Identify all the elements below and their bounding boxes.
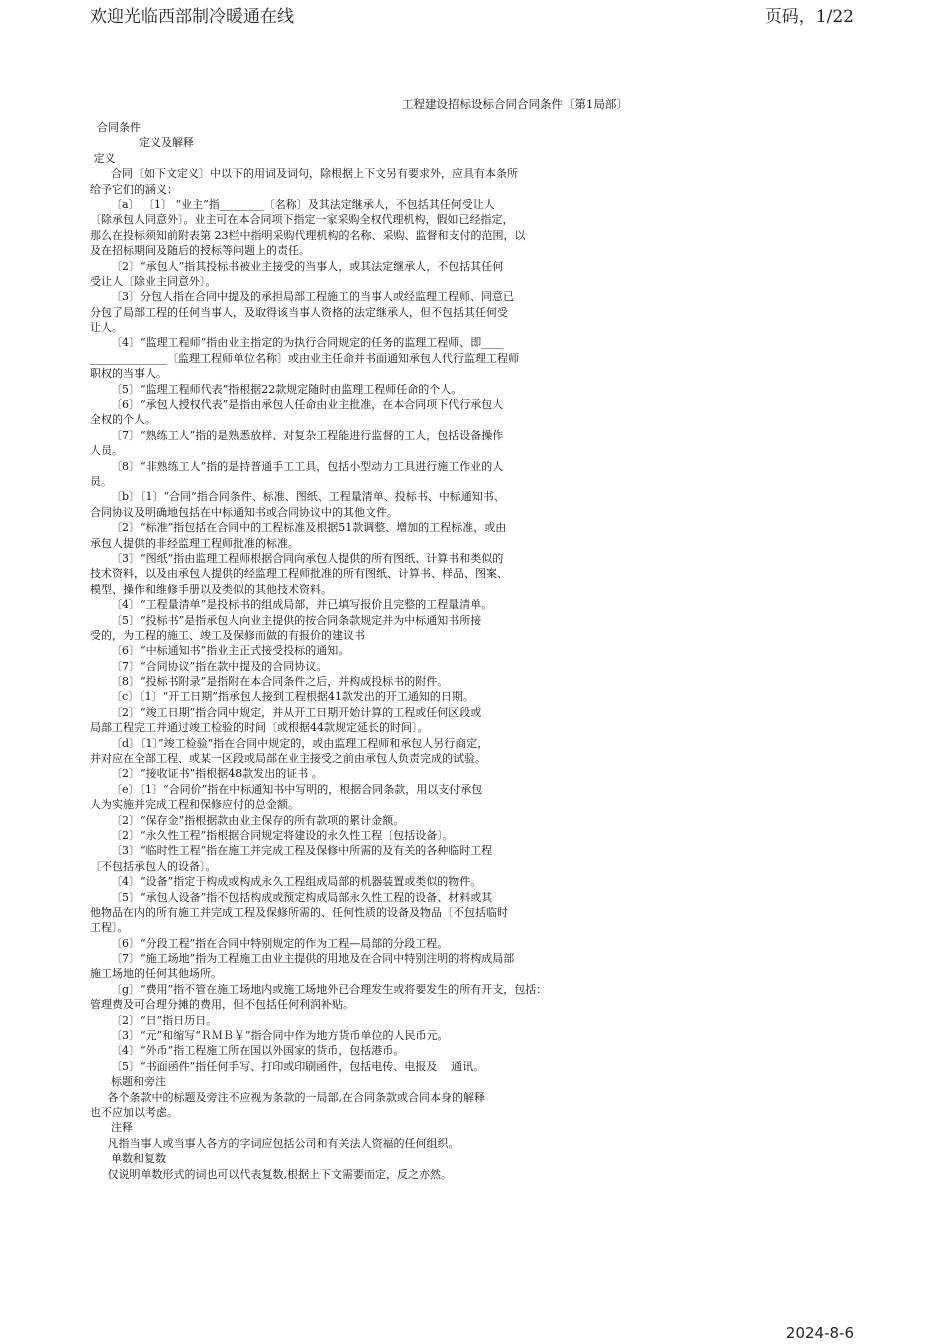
site-header-title: 欢迎光临西部制冷暖通在线 [90,7,294,27]
body-line: 〔3〕“图纸”指由监理工程师根据合同向承包人提供的所有图纸、计算书和类似的 [90,551,504,565]
body-line: 〔7〕“施工场地”指为工程施工由业主提供的用地及在合同中特别注明的将构成局部 [90,952,515,966]
body-line: 〔5〕“承包人设备”指不包括构成或预定构成局部永久性工程的设备、材料或其 [90,890,493,904]
body-line: 〔2〕“保存金”指根据款由业主保存的所有款项的累计金额。 [90,813,405,827]
body-line: 也不应加以考虑。 [90,1106,178,1119]
body-line: 〔2〕“承包人”指其投标书被业主接受的当事人，或其法定继承人，不包括其任何 [90,259,504,273]
body-line: 及在招标期间及随后的授标等问题上的责任。 [90,244,310,258]
body-line: ______________〔监理工程师单位名称〕或由业主任命并书面通知承包人代行监理工程师 [90,351,519,365]
body-line: 合同〔如下文定义〕中以下的用词及词句，除根据上下文另有要求外，应具有本条所 [90,167,518,181]
body-line: 〔2〕“永久性工程”指根据合同规定将建设的永久性工程〔包括设备〕。 [90,828,454,842]
body-line: 〔2〕“竣工日期”指合同中规定，并从开工日期开始计算的工程或任何区段或 [90,705,482,719]
body-line: 〔c〕〔1〕“开工日期”指承包人接到工程根据41款发出的开工通知的日期。 [90,690,474,704]
body-line: 局部工程完工并通过竣工检验的时间〔或根据44款规定延长的时间〕。 [90,721,429,735]
body-line: 〔3〕“临时性工程”指在施工并完成工程及保修中所需的及有关的各种临时工程 [90,844,493,858]
body-line: 合同协议及明确地包括在中标通知书或合同协议中的其他文件。 [90,505,398,519]
body-line: 单数和复数 [90,1152,166,1166]
body-line: 职权的当事人。 [90,367,167,381]
body-line: 注释 [90,1121,133,1135]
body-line: 〔4〕“外币”指工程施工所在国以外国家的货币，包括港币。 [90,1044,405,1058]
body-line: 人为实施并完成工程和保修应付的总金额。 [90,798,299,812]
body-line: 各个条款中的标题及旁注不应视为条款的一局部,在合同条款或合同本身的解释 [90,1090,485,1104]
body-line: 凡指当事人或当事人各方的字词应包括公司和有关法人资福的任何组织。 [90,1136,460,1150]
body-line: 模型、操作和维修手册以及类似的其他技术资料。 [90,582,332,596]
body-line: 〔4〕“监理工程师”指由业主指定的为执行合同规定的任务的监理工程师、即____ [90,336,504,350]
body-line: 〔2〕“标准”指包括在合同中的工程标准及根据51款调整、增加的工程标准，或由 [90,521,507,535]
body-line: 〔4〕“设备”指定于构成或构成永久工程组成局部的机器装置或类似的物件。 [90,875,482,889]
body-line: 〔6〕“承包人授权代表”是指由承包人任命由业主批准，在本合同项下代行承包人 [90,398,504,412]
body-line: 〔除承包人同意外〕。业主可在本合同项下指定一家采购全权代理机构，假如已经指定， [90,213,514,227]
body-line: 〔4〕“工程量清单”是投标书的组成局部，并已填写报价且完整的工程量清单。 [90,598,493,612]
body-line: 〔2〕“接收证书”指根据48款发出的证书 。 [90,767,323,781]
body-line: 那么在投标须知前附表第 23栏中指明采购代理机构的名称、采购、监督和支付的范围，以 [90,228,526,242]
body-line: 〔2〕“日”指日历日。 [90,1013,218,1027]
body-line: 受让人〔除业主同意外〕。 [90,274,217,288]
body-line: 并对应在全部工程、或某一区段或局部在业主接受之前由承包人负责完成的试验。 [90,752,486,766]
body-line: 〔e〕〔1〕“合同价”指在中标通知书中写明的，根据合同条款，用以支付承包 [90,782,483,796]
body-line: 〔b〕〔1〕“合同”指合同条件、标准、图纸、工程量清单、投标书、中标通知书、 [90,490,505,504]
page-number: 页码，1/22 [764,7,854,27]
body-line: 〔6〕“中标通知书”指业主正式接受投标的通知。 [90,644,350,658]
body-line: 管理费及可合理分摊的费用，但不包括任何利润补贴。 [90,998,354,1012]
body-line: 合同条件 [90,121,141,134]
body-line: 标题和旁注 [90,1075,166,1089]
body-line: 〔不包括承包人的设备〕。 [90,859,217,873]
body-line: 〔5〕“书面函件”指任何手写、打印或印刷函件，包括电传、电报及 通讯。 [90,1059,485,1073]
body-line: 〔7〕“熟练工人”指的是熟悉放样、对复杂工程能进行监督的工人，包括设备操作 [90,428,504,442]
body-line: 〔5〕“监理工程师代表”指根据22款规定随时由监理工程师任命的个人。 [90,382,463,396]
body-line: 〔6〕“分段工程”指在合同中特别规定的作为工程—局部的分段工程。 [90,936,449,950]
document-body [90,120,650,1182]
body-line: 〔8〕“投标书附录”是指附在本合同条件之后，并构成投标书的附件。 [90,675,449,689]
body-line: 他物品在内的所有施工并完成工程及保修所需的、任何性质的设备及物品〔不包括临时 [90,905,508,919]
body-line: 全权的个人。 [90,413,156,427]
body-line: 让人。 [90,321,123,335]
body-line: 承包人提供的非经监理工程师批准的标准。 [90,536,299,550]
body-line: 人员。 [90,444,123,458]
body-line: 〔7〕“合同协议”指在款中提及的合同协议。 [90,659,328,673]
body-line: 员。 [90,474,112,488]
body-line: 〔8〕“非熟练工人”指的是持普通手工工具，包括小型动力工具进行施工作业的人 [90,459,504,473]
body-line: 〔g〕“费用”指不管在施工场地内或施工场地外已合理发生或将要发生的所有开支，包括： [90,982,548,996]
body-line: 〔3〕分包人指在合同中提及的承担局部工程施工的当事人或经监理工程师、同意已 [90,290,514,304]
body-line: 施工场地的任何其他场所。 [90,967,222,981]
body-line: 分包了局部工程的任何当事人，及取得该当事人资格的法定继承人，但不包括其任何受 [90,305,508,319]
body-line: 给予它们的涵义： [90,182,178,196]
body-line: 受的，为工程的施工、竣工及保修而做的有报价的建议书 [90,628,365,642]
body-line: 定义及解释 [90,136,194,150]
document-title: 工程建设招标设标合同合同条件〔第1局部〕 [402,97,628,111]
body-line: 〔d〕〔1〕”竣工检验“指在合同中规定的，或由监理工程师和承包人另行商定， [90,736,489,750]
footer-date: 2024-8-6 [785,1324,854,1342]
body-line: 仅说明单数形式的词也可以代表复数,根据上下文需要而定，反之亦然。 [90,1167,452,1181]
body-line: 〔3〕“元”和缩写“ＲＭＢ￥”指合同中作为地方货币单位的人民币元。 [90,1029,449,1043]
body-line: 工程〕。 [90,921,129,935]
body-line: 〔5〕“投标书”是指承包人向业主提供的按合同条款规定并为中标通知书所接 [90,613,482,627]
body-line: 〔a〕 〔1〕 “业主”指________〔名称〕及其法定继承人，不包括其任何受让人 [90,197,495,211]
body-line: 技术资料，以及由承包人提供的经监理工程师批准的所有图纸、计算书、样品、图案、 [90,567,508,581]
body-line: 定义 [90,151,116,165]
